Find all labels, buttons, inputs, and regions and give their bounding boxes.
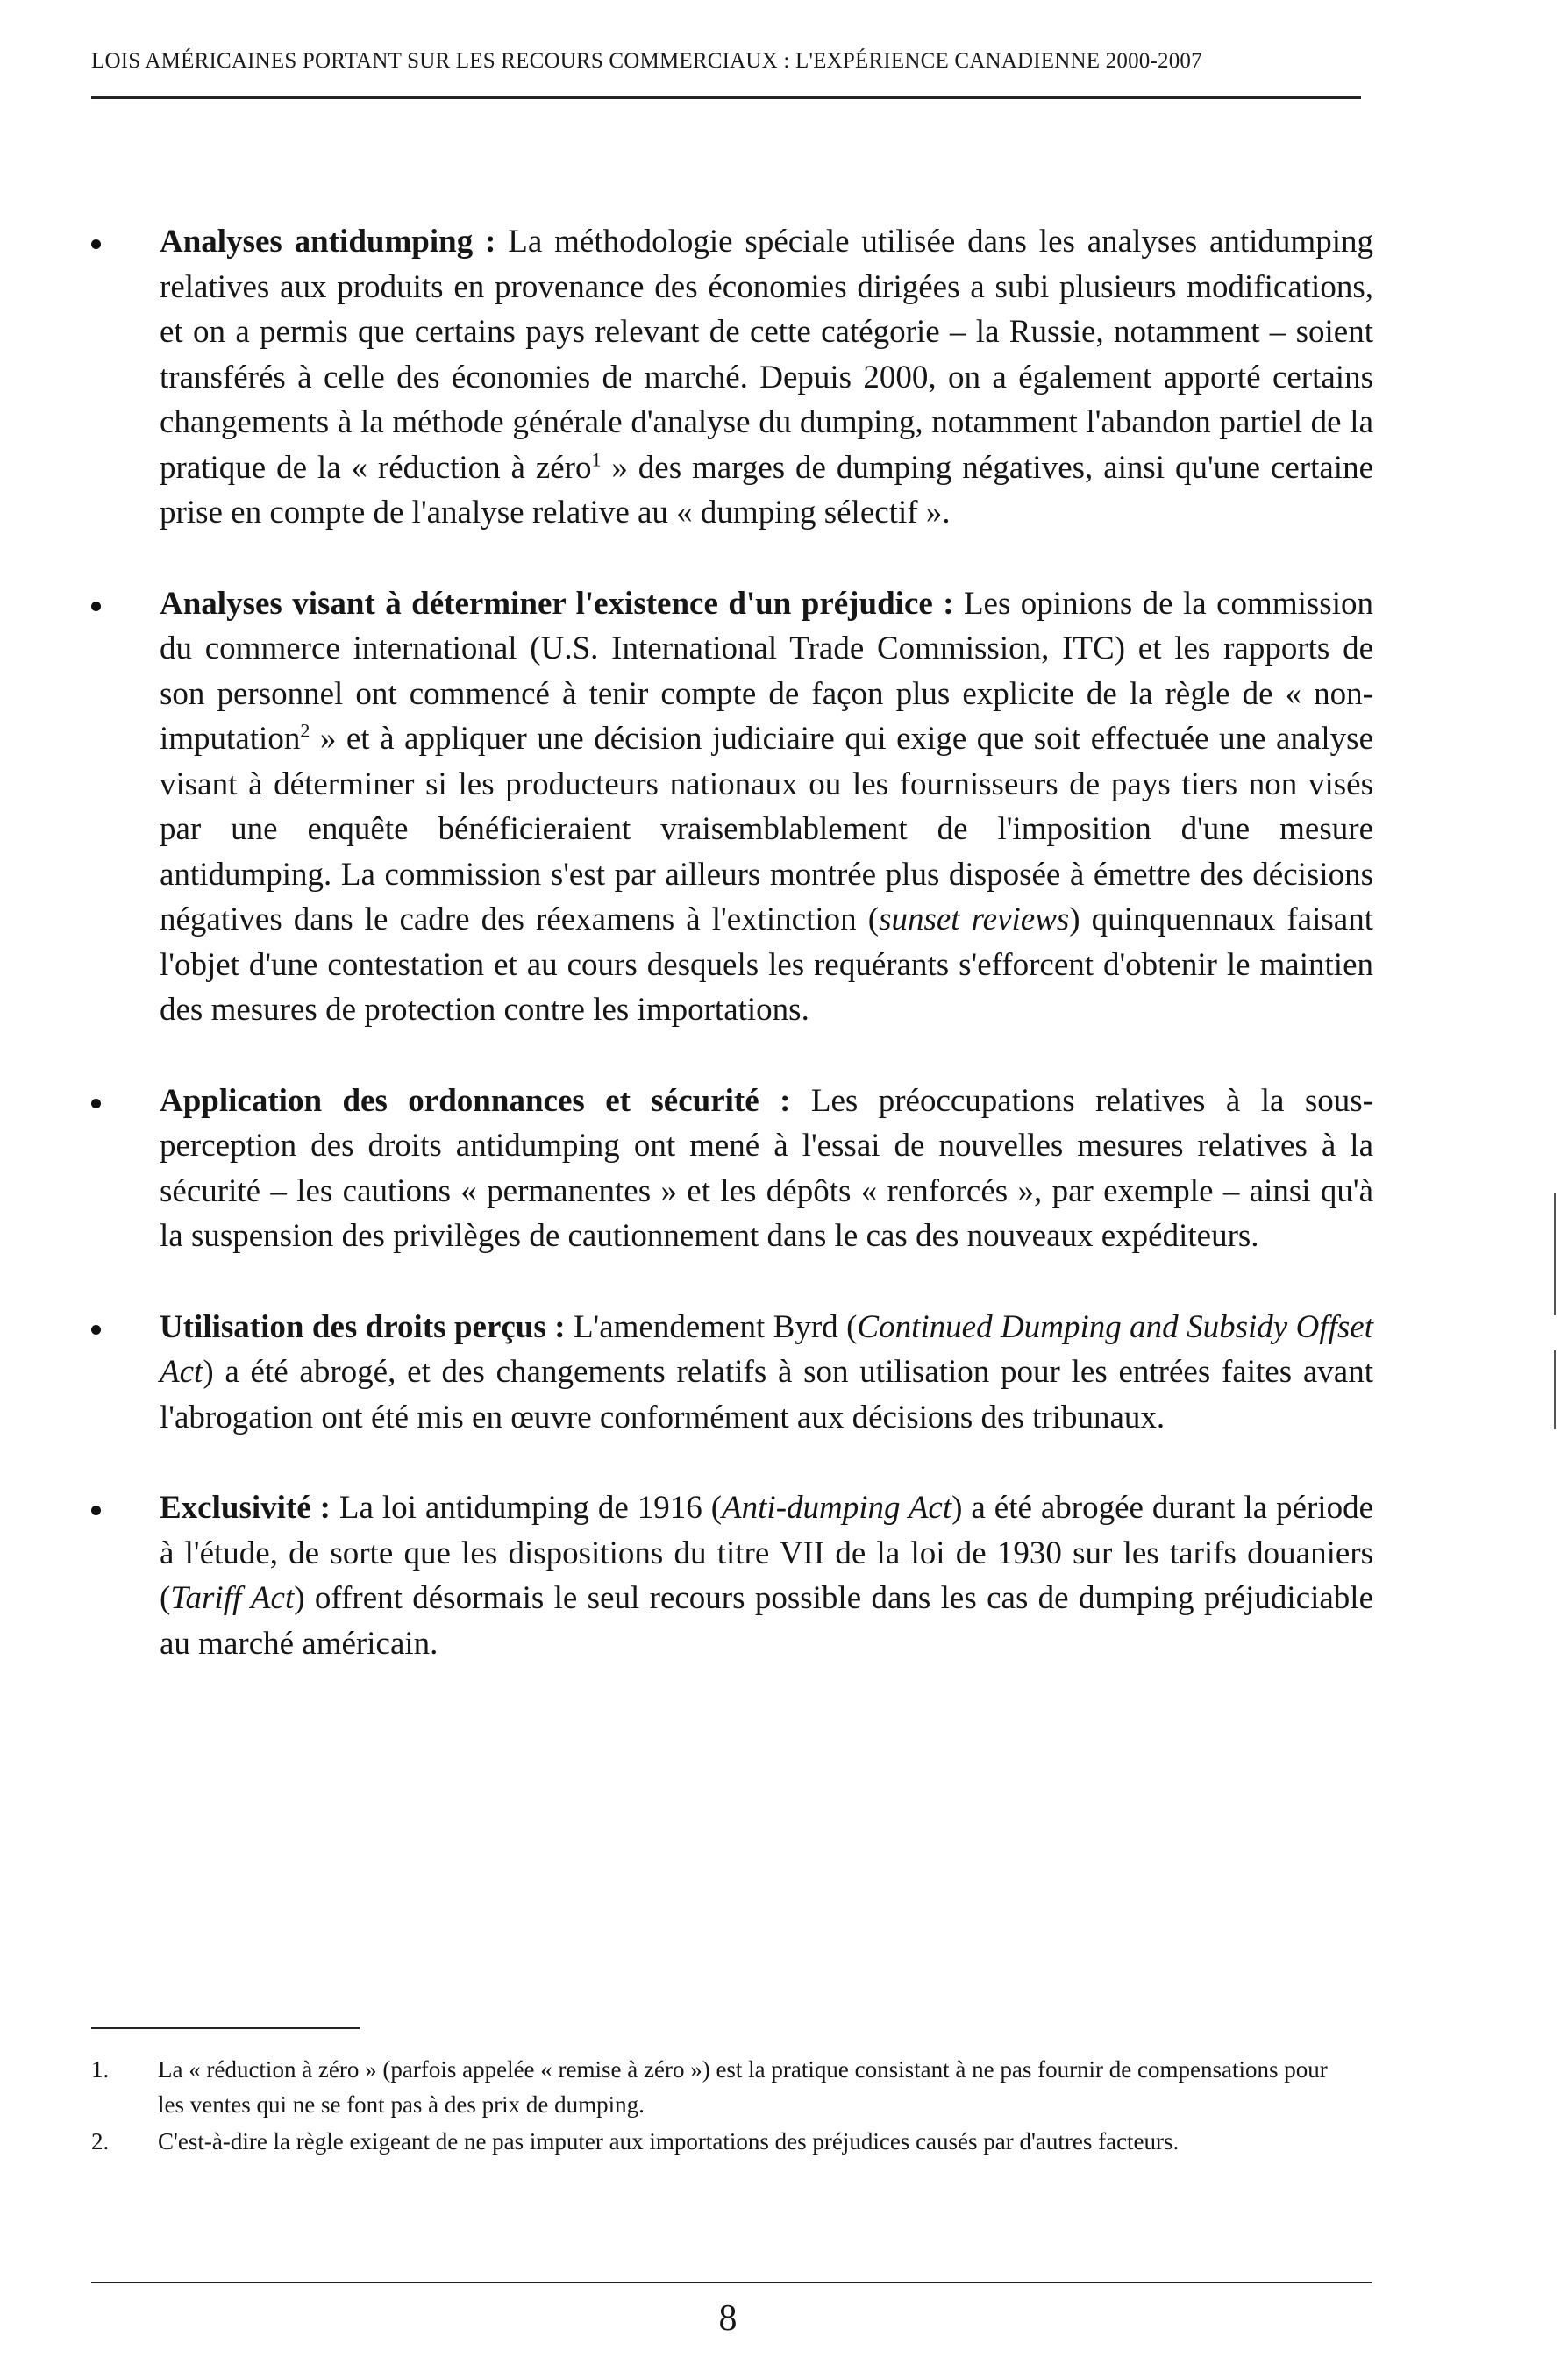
bullet-text: » et à appliquer une décision judiciaire qui exige que soit effectuée une analyse visant à déterminer si les producteurs nationaux ou les fournisseurs de pays tiers non visés par une enquête bénéficieraient vraisemblablement de l'imposition d'une mesure antidumping. La commission s'est par ailleurs montrée plus disposée à émettre des décisions négatives dans le cadre des réexamens à l'extinction ( bbox=[160, 721, 1373, 937]
bullet-icon bbox=[91, 1099, 101, 1108]
bullet-icon bbox=[91, 602, 101, 611]
footnote-number: 1. bbox=[91, 2056, 110, 2083]
bullet-title: Utilisation des droits perçus : bbox=[160, 1308, 566, 1345]
bullet-text: La loi antidumping de 1916 ( bbox=[330, 1490, 723, 1526]
footnote-number: 2. bbox=[91, 2128, 110, 2155]
bullet-item-exclusivite bbox=[91, 1485, 1373, 1666]
bullet-item-prejudice bbox=[91, 581, 1373, 1033]
footnote-rule bbox=[91, 2027, 360, 2029]
bullet-icon bbox=[91, 239, 101, 249]
running-header: LOIS AMÉRICAINES PORTANT SUR LES RECOURS COMMERCIAUX : L'EXPÉRIENCE CANADIENNE 2000-2007 bbox=[91, 49, 1202, 73]
bullet-text: L'amendement Byrd ( bbox=[565, 1308, 858, 1345]
footnote-2 bbox=[91, 2124, 1336, 2159]
bullet-item-antidumping bbox=[91, 219, 1373, 536]
footnote-ref: 2 bbox=[300, 719, 310, 742]
bullet-icon bbox=[91, 1325, 101, 1335]
bullet-title: Analyses antidumping : bbox=[160, 224, 496, 260]
footer-rule bbox=[91, 2282, 1372, 2283]
footnote-ref: 1 bbox=[591, 448, 602, 471]
bullet-item-utilisation bbox=[91, 1305, 1373, 1441]
bullet-italic-text: Tariff Act bbox=[170, 1580, 295, 1616]
header-rule bbox=[91, 96, 1361, 99]
bullet-text: ) a été abrogée durant la période à l'étude, de sorte que les dispositions du titre VII de la loi de 1930 sur les tarifs douaniers ( bbox=[160, 1490, 1373, 1616]
bullet-text: Les opinions de la commission du commerce international (U.S. International Trade Commission, ITC) et les rapports de son personnel ont commencé à tenir compte de façon plus explicite de la règle de « non-imputation bbox=[160, 585, 1373, 757]
bullet-list bbox=[91, 219, 1373, 1712]
page-number: 8 bbox=[718, 2298, 738, 2339]
bullet-title: Application des ordonnances et sécurité : bbox=[160, 1082, 791, 1119]
bullet-text: Les préoccupations relatives à la sous-perception des droits antidumping ont mené à l'essai de nouvelles mesures relatives à la sécurité – les cautions « permanentes » et les dépôts « renforcés », par exemple – ainsi qu'à la suspension des privilèges de cautionnement dans le cas des nouveaux expéditeurs. bbox=[160, 1082, 1373, 1254]
bullet-italic-text: Anti-dumping Act bbox=[722, 1490, 952, 1526]
footnote-text: C'est-à-dire la règle exigeant de ne pas imputer aux importations des préjudices causés par d'autres facteurs. bbox=[158, 2128, 1180, 2155]
bullet-item-application bbox=[91, 1079, 1373, 1259]
footnote-text: La « réduction à zéro » (parfois appelée « remise à zéro ») est la pratique consistant à ne pas fournir de compensations pour les ventes qui ne se font pas à des prix de dumping. bbox=[158, 2056, 1328, 2118]
bullet-text: ) quinquennaux faisant l'objet d'une contestation et au cours desquels les requérants s'efforcent d'obtenir le maintien des mesures de protection contre les importations. bbox=[160, 901, 1373, 1028]
bullet-title: Analyses visant à déterminer l'existence d'un préjudice : bbox=[160, 585, 954, 622]
footnote-1 bbox=[91, 2052, 1336, 2122]
bullet-text: ) a été abrogé, et des changements relatifs à son utilisation pour les entrées faites avant l'abrogation ont été mis en œuvre conformément aux décisions des tribunaux. bbox=[160, 1354, 1373, 1435]
bullet-italic-text: Continued Dumping and Subsidy Offset Act bbox=[160, 1308, 1373, 1390]
bullet-text: ) offrent désormais le seul recours possible dans les cas de dumping préjudiciable au marché américain. bbox=[160, 1580, 1373, 1662]
bullet-text: » des marges de dumping négatives, ainsi qu'une certaine prise en compte de l'analyse relative au « dumping sélectif ». bbox=[160, 449, 1373, 531]
footnote-list bbox=[91, 2052, 1336, 2161]
bullet-italic-text: sunset reviews bbox=[879, 901, 1070, 937]
bullet-icon bbox=[91, 1506, 101, 1515]
scan-edge-mark bbox=[1554, 1350, 1556, 1429]
bullet-text: La méthodologie spéciale utilisée dans les analyses antidumping relatives aux produits en provenance des économies dirigées a subi plusieurs modifications, et on a permis que certains pays relevant de cette catégorie – la Russie, notamment – soient transférés à celle des économies de marché. Depuis 2000, on a également apporté certains changements à la méthode générale d'analyse du dumping, notamment l'abandon partiel de la pratique de la « réduction à zéro bbox=[160, 224, 1373, 486]
scan-edge-mark bbox=[1554, 1193, 1556, 1315]
bullet-title: Exclusivité : bbox=[160, 1490, 331, 1526]
